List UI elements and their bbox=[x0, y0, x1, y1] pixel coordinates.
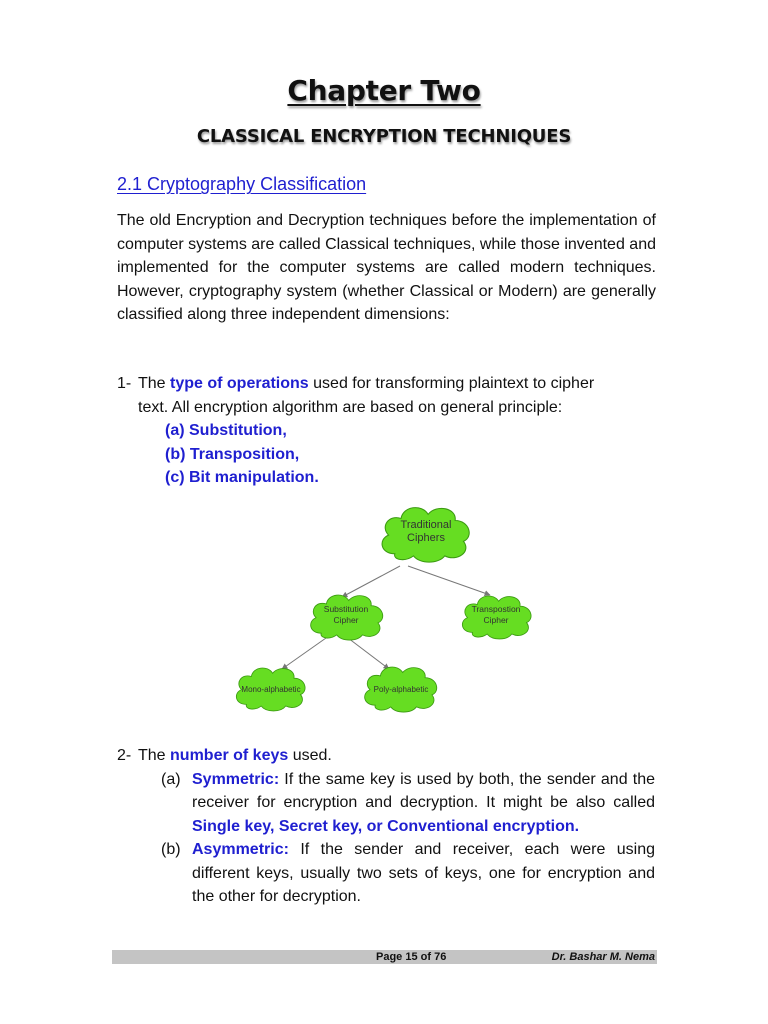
symmetric-body bbox=[192, 768, 655, 839]
page-number: Page 15 of 76 bbox=[376, 951, 447, 963]
symmetric-label: Symmetric: bbox=[192, 770, 280, 788]
edge-root-transposition bbox=[408, 566, 490, 595]
cloud-mono-alphabetic bbox=[236, 668, 305, 711]
chapter-subtitle: CLASSICAL ENCRYPTION TECHNIQUES bbox=[196, 126, 572, 147]
label-substitution-cipher: Cipher bbox=[333, 615, 359, 625]
operations-list bbox=[117, 372, 662, 490]
keys-highlight: number of keys bbox=[170, 747, 289, 764]
cipher-tree-diagram bbox=[228, 498, 521, 720]
symmetric-emphasis: Single key, Secret key, or Conventional encryption. bbox=[192, 817, 580, 835]
keys-item-line bbox=[117, 744, 662, 768]
symmetric-mark: (a) bbox=[161, 770, 181, 788]
label-poly-alphabetic: Poly-alphabetic bbox=[373, 685, 429, 694]
edge-substitution-mono bbox=[282, 638, 326, 669]
label-transposition: Transpostion bbox=[471, 604, 521, 614]
subitem-transposition: (b) Transposition, bbox=[165, 445, 300, 463]
asymmetric-body bbox=[192, 838, 655, 909]
operations-continuation: text. All encryption algorithm are based on general principle: bbox=[138, 398, 563, 416]
asymmetric-text: If the sender and receiver, each were using different keys, usually two sets of keys, one for encryption and the other for decryption. bbox=[192, 841, 655, 905]
keys-list bbox=[117, 744, 662, 909]
operations-item-line bbox=[117, 372, 662, 396]
cloud-traditional-ciphers bbox=[382, 508, 469, 562]
cloud-substitution-cipher bbox=[311, 595, 383, 640]
edge-substitution-poly bbox=[348, 638, 389, 669]
symmetric-item bbox=[117, 768, 662, 839]
edge-root-substitution bbox=[342, 566, 400, 597]
subitem-substitution: (a) Substitution, bbox=[165, 422, 287, 439]
label-mono-alphabetic: Mono-alphabetic bbox=[241, 685, 301, 694]
page-footer bbox=[112, 950, 657, 964]
item-rest: used for transforming plaintext to cipher bbox=[308, 375, 595, 392]
section-heading: 2.1 Cryptography Classification bbox=[117, 174, 367, 194]
label-traditional: Traditional bbox=[400, 519, 452, 531]
chapter-title: Chapter Two bbox=[287, 74, 481, 107]
item-prefix: The bbox=[138, 747, 171, 764]
author-name: Dr. Bashar M. Nema bbox=[551, 951, 655, 963]
cloud-transposition-cipher bbox=[462, 596, 531, 639]
item-prefix: The bbox=[138, 375, 171, 392]
intro-paragraph: The old Encryption and Decryption techniques before the implementation of computer systems are called Classical techniques, while those invented and implemented for the computer systems are called modern techniques. However, cryptography system (whether Classical or Modern) are generally classified along three independent dimensions: bbox=[117, 212, 656, 323]
cloud-poly-alphabetic bbox=[365, 667, 437, 712]
label-ciphers: Ciphers bbox=[407, 532, 445, 544]
asymmetric-mark: (b) bbox=[161, 841, 181, 858]
subitem-bit-manipulation: (c) Bit manipulation. bbox=[165, 469, 319, 486]
item-suffix: used. bbox=[288, 747, 332, 764]
operations-highlight: type of operations bbox=[170, 375, 309, 392]
item-number: 2- bbox=[117, 747, 132, 764]
label-transposition-cipher: Cipher bbox=[483, 615, 509, 625]
asymmetric-label: Asymmetric: bbox=[192, 841, 289, 858]
asymmetric-item bbox=[117, 838, 662, 909]
item-number: 1- bbox=[117, 375, 132, 392]
operations-subitems bbox=[117, 419, 662, 490]
label-substitution: Substitution bbox=[323, 604, 369, 614]
symmetric-text: If the same key is used by both, the sender and the receiver for encryption and decryption. It might be also called bbox=[192, 770, 655, 811]
